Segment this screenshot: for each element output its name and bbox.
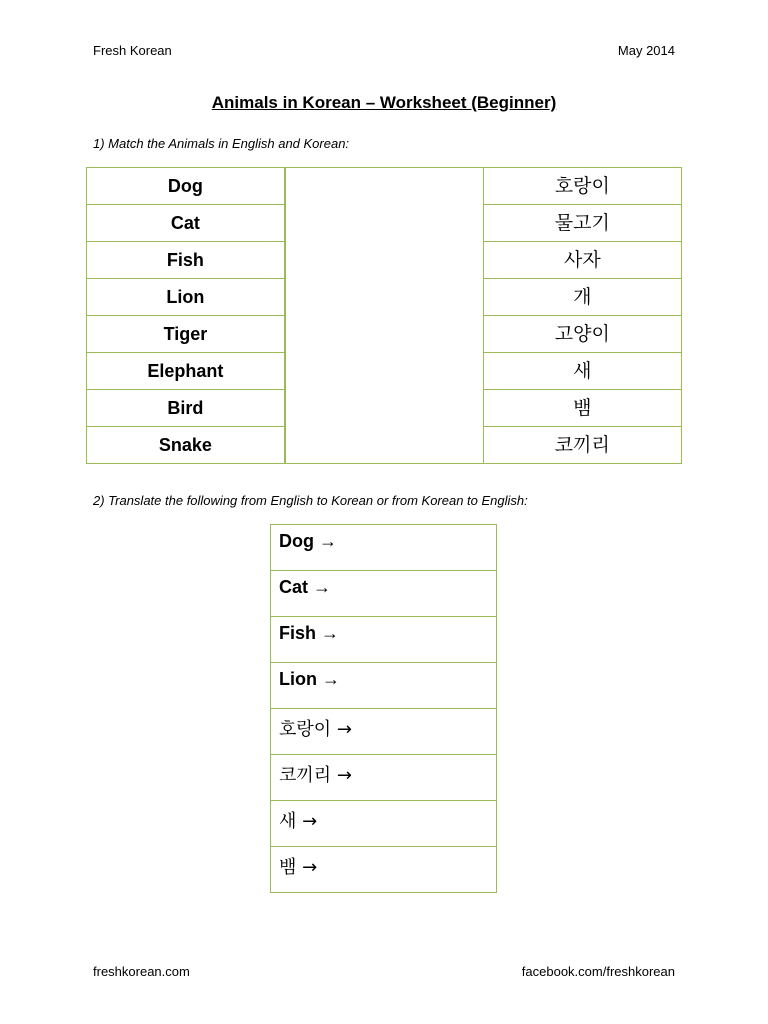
match-table <box>86 167 682 464</box>
translate-item: 뱀 → <box>271 847 497 893</box>
korean-word: 뱀 <box>483 390 681 427</box>
korean-word: 고양이 <box>483 316 681 353</box>
korean-word: 코끼리 <box>483 427 681 464</box>
header-right: May 2014 <box>617 43 675 58</box>
translate-item: Fish → <box>271 617 497 663</box>
english-word: Tiger <box>87 316 285 353</box>
korean-word: 사자 <box>483 242 681 279</box>
korean-word: 물고기 <box>483 205 681 242</box>
korean-word: 개 <box>483 279 681 316</box>
translate-item: 코끼리 → <box>271 755 497 801</box>
translate-table <box>270 524 497 893</box>
translate-item: 호랑이 → <box>271 709 497 755</box>
translate-item: Dog → <box>271 525 497 571</box>
match-blank-area <box>285 168 483 464</box>
match-instruction: 1) Match the Animals in English and Korean: <box>93 136 350 151</box>
translate-item: Lion → <box>271 663 497 709</box>
english-word: Snake <box>87 427 285 464</box>
korean-word: 호랑이 <box>483 168 681 205</box>
translate-instruction: 2) Translate the following from English to Korean or from Korean to English: <box>93 493 528 508</box>
english-word: Bird <box>87 390 285 427</box>
korean-word: 새 <box>483 353 681 390</box>
english-word: Cat <box>87 205 285 242</box>
english-word: Fish <box>87 242 285 279</box>
english-word: Lion <box>87 279 285 316</box>
match-row <box>87 168 682 205</box>
translate-item: Cat → <box>271 571 497 617</box>
translate-item: 새 → <box>271 801 497 847</box>
english-word: Dog <box>87 168 285 205</box>
header-left: Fresh Korean <box>93 43 172 58</box>
footer-website: freshkorean.com <box>93 964 190 979</box>
worksheet-title: Animals in Korean – Worksheet (Beginner) <box>211 93 557 112</box>
footer-facebook: facebook.com/freshkorean <box>521 964 675 979</box>
english-word: Elephant <box>87 353 285 390</box>
